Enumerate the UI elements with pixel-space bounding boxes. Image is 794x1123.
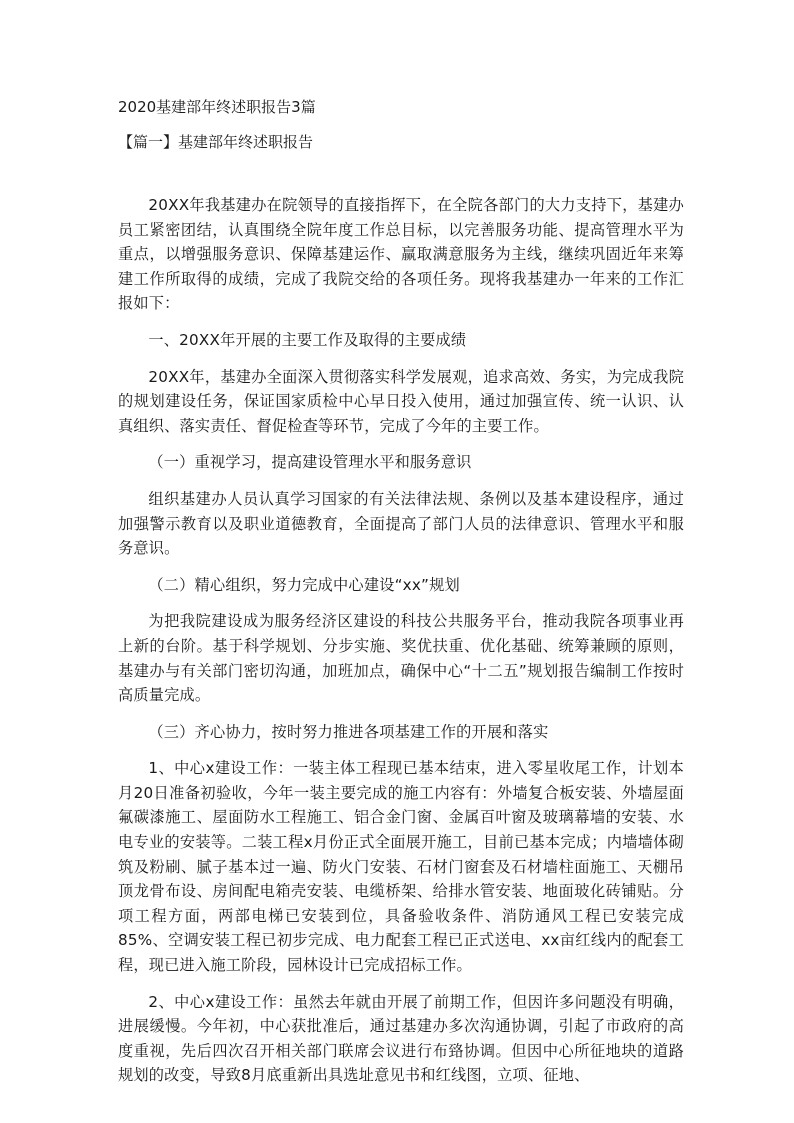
heading-progress: （三）齐心协力，按时努力推进各项基建工作的开展和落实 [148, 722, 549, 741]
section-title: 【篇一】基建部年终述职报告 [118, 133, 314, 151]
heading-study: （一）重视学习，提高建设管理水平和服务意识 [148, 453, 472, 472]
heading-planning: （二）精心组织，努力完成中心建设“xx”规划 [148, 575, 460, 594]
paragraph-center-construction-1: 1、中心x建设工作：一装主体工程现已基本结束，进入零星收尾工作，计划本月20日准备初验收，今年一装主要完成的施工内容有：外墙复合板安装、外墙屋面氟碳漆施工、屋面防水工程施工、铝合金门窗、金属百叶窗及玻璃幕墙的安装、水电专业的安装等。二装工程x月份正式全面展开施工，目前已基本完成；内墙墙体砌筑及粉刷、腻子基本过一遍、防火门安装、石材门窗套及石材墙柱面施工、天棚吊顶龙骨布设、房间配电箱壳安装、电缆桥架、给排水管安装、地面玻化砖铺贴。分项工程方面，两部电梯已安装到位，具备验收条件、消防通风工程已安装完成85%、空调安装工程已初步完成、电力配套工程已正式送电、xx亩红线内的配套工程，现已进入施工阶段，园林设计已完成招标工作。 [118, 759, 684, 975]
document-body [118, 193, 684, 1100]
paragraph-center-construction-2: 2、中心x建设工作：虽然去年就由开展了前期工作，但因许多问题没有明确，进展缓慢。今年初，中心获批准后，通过基建办多次沟通协调，引起了市政府的高度重视，先后四次召开相关部门联席会议进行布臵协调。但因中心所征地块的道路规划的改变，导致8月底重新出具选址意见书和红线图，立项、征地、 [118, 992, 684, 1085]
heading-main-work: 一、20XX年开展的主要工作及取得的主要成绩 [148, 330, 467, 349]
paragraph-study: 组织基建办人员认真学习国家的有关法律法规、条例以及基本建设程序，通过加强警示教育以及职业道德教育，全面提高了部门人员的法律意识、管理水平和服务意识。 [118, 489, 684, 558]
paragraph-intro: 20XX年我基建办在院领导的直接指挥下，在全院各部门的大力支持下，基建办员工紧密团结，认真围绕全院年度工作总目标，以完善服务功能、提高管理水平为重点，以增强服务意识、保障基建运作、赢取满意服务为主线，继续巩固近年来筹建工作所取得的成绩，完成了我院交给的各项任务。现将我基建办一年来的工作汇报如下： [118, 196, 684, 313]
paragraph-main-work: 20XX年，基建办全面深入贯彻落实科学发展观，追求高效、务实，为完成我院的规划建设任务，保证国家质检中心早日投入使用，通过加强宣传、统一认识、认真组织、落实责任、督促检查等环节，完成了今年的主要工作。 [118, 367, 684, 435]
document-title: 2020基建部年终述职报告3篇 [118, 98, 316, 116]
paragraph-planning: 为把我院建设成为服务经济区建设的科技公共服务平台，推动我院各项事业再上新的台阶。基于科学规划、分步实施、奖优扶重、优化基础、统筹兼顾的原则，基建办与有关部门密切沟通，加班加点，确保中心“十二五”规划报告编制工作按时高质量完成。 [118, 612, 684, 705]
